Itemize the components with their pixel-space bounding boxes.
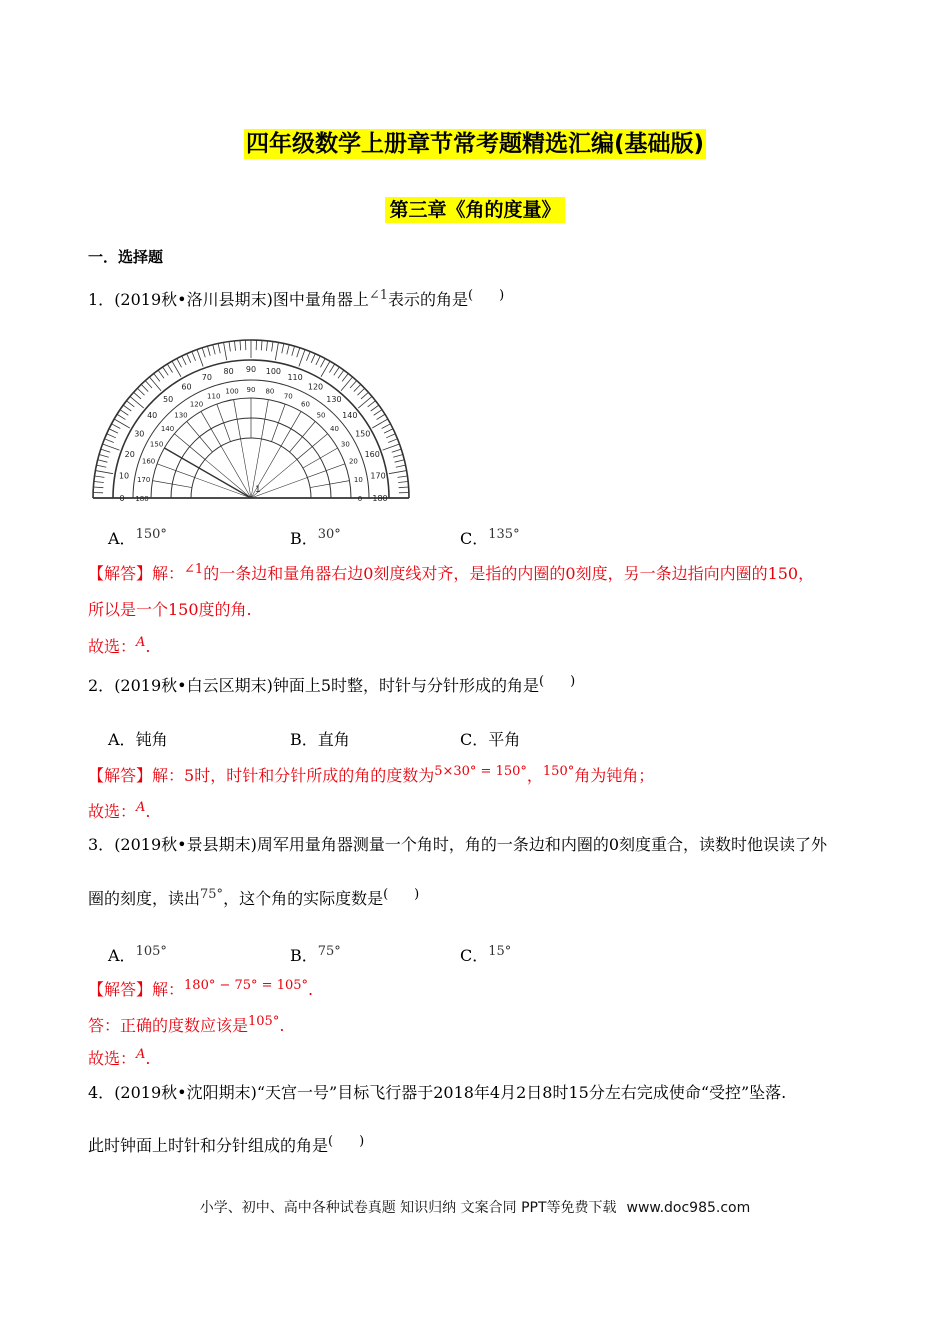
inner-scale-label: 180 [135, 495, 149, 503]
inner-scale-label: 110 [207, 392, 221, 401]
outer-scale-label: 40 [147, 411, 158, 421]
q2-answer: 【解答】解：5时，时针和分针所成的角的度数为$^{5\times 30^\circ = 150^\circ}$，$^{150^\circ}$角为钝角； [88, 764, 655, 785]
inner-scale-label: 160 [141, 457, 156, 466]
q1-answer-line2: 所以是一个150度的角. [88, 600, 252, 619]
question-4-line1: 4．(2019秋•沈阳期末)“天宫一号”目标飞行器于2018年4月2日8时15分左右完成使命“受控”坠落. [88, 1083, 787, 1102]
outer-scale-label: 170 [370, 471, 386, 481]
footer [0, 1197, 950, 1217]
outer-scale-label: 160 [364, 449, 380, 459]
q1-answer-line1: 【解答】解：$^{\angle 1}$的一条边和量角器右边0刻度线对齐，是指的内圈的0刻度，另一条边指向内圈的150， [88, 562, 815, 583]
question-3-line1: 3．(2019秋•景县期末)周军用量角器测量一个角时，角的一条边和内圈的0刻度重合，读数时他误读了外 [88, 835, 828, 854]
inner-scale-label: 10 [353, 476, 363, 485]
outer-scale-label: 30 [134, 429, 145, 439]
q2-option-b: B．直角 [290, 730, 350, 749]
angle-marker-label: 1 [255, 485, 261, 495]
outer-scale-label: 50 [162, 395, 174, 405]
inner-scale-label: 140 [160, 424, 175, 433]
outer-scale-label: 110 [287, 372, 303, 382]
outer-scale-label: 60 [181, 382, 192, 392]
q3-answer-line2: 答：正确的度数应该是$^{105^\circ}$. [88, 1014, 285, 1035]
q2-option-a: A．钝角 [108, 730, 168, 749]
inner-scale-label: 50 [316, 411, 326, 420]
q1-option-b: B．$^{30^\circ}$ [290, 527, 341, 548]
inner-scale-label: 80 [265, 387, 275, 396]
inner-scale-label: 0 [357, 495, 363, 503]
outer-scale-label: 140 [342, 411, 358, 421]
q1-option-a: A．$^{150^\circ}$ [108, 527, 167, 548]
inner-scale-label: 130 [174, 411, 188, 420]
inner-scale-label: 90 [246, 386, 256, 394]
chapter-subtitle: 第三章《角的度量》 [0, 195, 950, 222]
inner-scale-label: 20 [348, 457, 358, 466]
outer-scale-label: 0 [119, 494, 125, 503]
q3-option-b: B．$^{75^\circ}$ [290, 944, 341, 965]
inner-scale-label: 150 [149, 440, 164, 449]
q3-option-a: A．$^{105^\circ}$ [108, 944, 167, 965]
outer-scale-label: 150 [355, 429, 371, 439]
inner-scale-label: 120 [189, 400, 204, 409]
outer-scale-label: 70 [201, 372, 212, 382]
outer-scale-label: 130 [326, 395, 342, 405]
question-3-line2: 圈的刻度，读出$^{75^\circ}$，这个角的实际度数是( ) [88, 887, 420, 908]
question-2: 2．(2019秋•白云区期末)钟面上5时整，时针与分针形成的角是( ) [88, 674, 576, 695]
q3-answer: 【解答】解：$^{180^\circ - 75^\circ = 105^\circ}$. [88, 978, 314, 999]
inner-scale-label: 170 [136, 476, 151, 485]
outer-scale-label: 90 [245, 365, 257, 374]
protractor-figure [88, 338, 414, 508]
inner-scale-label: 40 [330, 424, 339, 433]
outer-scale-label: 80 [223, 366, 234, 376]
footer-text: 小学、初中、高中各种试卷真题 知识归纳 文案合同 PPT等免费下载 [199, 1200, 617, 1216]
q2-choose: 故选：$^A$. [88, 800, 151, 821]
footer-url[interactable]: www.doc985.com [626, 1200, 751, 1216]
inner-scale-label: 30 [340, 440, 350, 449]
question-1: 1．(2019秋•洛川县期末)图中量角器上$^{\angle 1}$表示的角是( ) [88, 288, 505, 309]
q3-option-c: C．$^{15^\circ}$ [460, 944, 512, 965]
question-4-line2: 此时钟面上时针和分针组成的角是( ) [88, 1134, 365, 1155]
outer-scale-label: 120 [307, 382, 324, 392]
inner-scale-label: 60 [301, 400, 310, 409]
outer-scale-label: 180 [372, 494, 388, 503]
q3-choose: 故选：$^A$. [88, 1047, 151, 1068]
q2-option-c: C．平角 [460, 730, 521, 749]
document-title: 四年级数学上册章节常考题精选汇编(基础版) [245, 131, 705, 157]
inner-scale-label: 100 [225, 387, 239, 396]
outer-scale-label: 20 [124, 449, 135, 459]
q1-option-c: C．$^{135^\circ}$ [460, 527, 520, 548]
q1-choose: 故选：$^A$. [88, 635, 151, 656]
inner-scale-label: 70 [283, 392, 293, 401]
outer-scale-label: 100 [265, 366, 282, 376]
outer-scale-label: 10 [118, 471, 130, 481]
section-heading: 一．选择题 [88, 248, 164, 266]
